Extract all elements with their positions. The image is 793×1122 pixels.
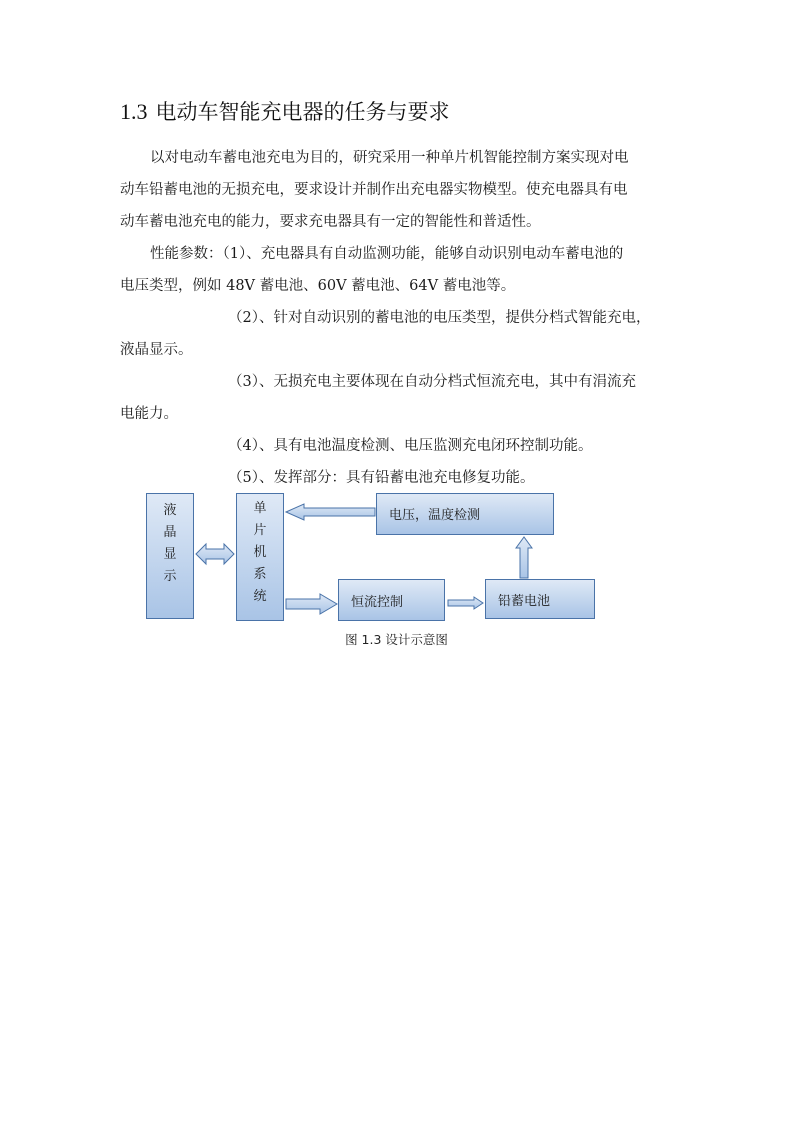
lcd-char: 显 [163, 547, 177, 562]
mcu-char: 单 [253, 501, 267, 516]
mcu-char: 机 [253, 545, 267, 560]
detect-to-mcu-arrow [286, 504, 375, 520]
param-line: （2）、针对自动识别的蓄电池的电压类型，提供分档式智能充电， [228, 310, 651, 326]
voltage-temperature-detect-block [376, 493, 554, 535]
param-line: （5）、发挥部分：具有铅蓄电池充电修复功能。 [228, 470, 535, 486]
lcd-display-block [146, 493, 194, 619]
section-title: 电动车智能充电器的任务与要求 [155, 100, 450, 124]
detect-label: 电压，温度检测 [389, 508, 481, 523]
param-line: （3）、无损充电主要体现在自动分档式恒流充电，其中有涓流充 [228, 374, 636, 390]
param-line: （4）、具有电池温度检测、电压监测充电闭环控制功能。 [228, 438, 593, 454]
param-line: 液晶显示。 [120, 342, 193, 358]
lcd-char: 示 [163, 569, 177, 584]
lead-acid-battery-block [485, 579, 595, 619]
intro-line: 动车铅蓄电池的无损充电，要求设计并制作出充电器实物模型。使充电器具有电 [120, 182, 628, 198]
param-paragraph-1 [120, 238, 676, 302]
mcu-char: 系 [253, 567, 267, 582]
param-paragraph-4 [120, 430, 676, 462]
cc-to-battery-arrow [448, 597, 483, 609]
lcd-mcu-double-arrow [196, 544, 234, 564]
cc-label: 恒流控制 [351, 594, 404, 610]
lcd-char: 晶 [163, 525, 177, 540]
mcu-char: 片 [253, 523, 267, 538]
mcu-char: 统 [253, 589, 267, 604]
figure-caption: 图 1.3 设计示意图 [345, 632, 448, 647]
intro-paragraph [120, 142, 676, 238]
lcd-char: 液 [163, 503, 177, 518]
intro-line: 以对电动车蓄电池充电为目的，研究采用一种单片机智能控制方案实现对电 [150, 150, 629, 166]
param-paragraph-3 [120, 366, 676, 430]
section-number: 1.3 [120, 99, 148, 124]
section-heading [120, 96, 450, 126]
mcu-to-cc-arrow [286, 594, 337, 614]
battery-to-detect-arrow [516, 537, 532, 578]
param-line: 性能参数：（1）、充电器具有自动监测功能，能够自动识别电动车蓄电池的 [150, 246, 624, 262]
param-line: 电能力。 [120, 406, 178, 422]
param-paragraph-2 [120, 302, 676, 366]
mcu-system-block [236, 493, 284, 621]
intro-line: 动车蓄电池充电的能力，要求充电器具有一定的智能性和普适性。 [120, 214, 541, 230]
constant-current-control-block [338, 579, 445, 621]
param-line: 电压类型，例如 48V 蓄电池、60V 蓄电池、64V 蓄电池等。 [120, 278, 516, 294]
param-paragraph-5 [120, 462, 676, 494]
battery-label: 铅蓄电池 [498, 593, 551, 609]
